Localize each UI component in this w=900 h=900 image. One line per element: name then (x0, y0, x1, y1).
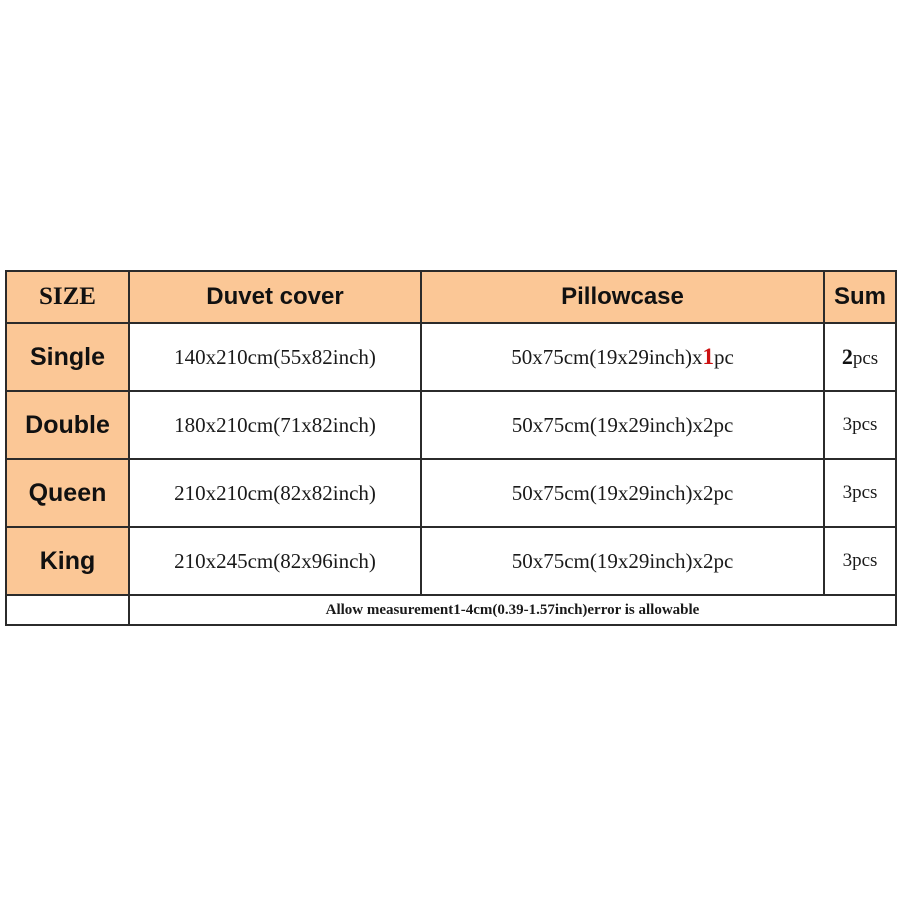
size-label: Single (6, 323, 129, 391)
duvet-dimension: 140x210cm(55x82inch) (129, 323, 421, 391)
pillowcase-unit: pc (713, 345, 734, 369)
size-chart-table (5, 270, 897, 626)
sum-value: 3pcs (824, 459, 896, 527)
duvet-dimension: 180x210cm(71x82inch) (129, 391, 421, 459)
sum-column-header: Sum (824, 271, 896, 323)
size-column-header: SIZE (6, 271, 129, 323)
pillowcase-dimension: 50x75cm(19x29inch)x2pc (421, 527, 824, 595)
table-row (6, 527, 896, 595)
sum-unit: pcs (852, 348, 879, 369)
pillowcase-dimension: 50x75cm(19x29inch)x2pc (421, 391, 824, 459)
duvet-dimension: 210x245cm(82x96inch) (129, 527, 421, 595)
sum-value: 3pcs (824, 527, 896, 595)
pillowcase-quantity-highlight: 1 (702, 344, 714, 369)
empty-cell (6, 595, 129, 625)
table-row (6, 391, 896, 459)
size-label: Queen (6, 459, 129, 527)
table-note-row (6, 595, 896, 625)
table-row (6, 323, 896, 391)
table-row (6, 459, 896, 527)
pillowcase-size-text: 50x75cm(19x29inch)x (511, 345, 703, 369)
sum-value: 3pcs (824, 391, 896, 459)
sum-value (824, 323, 896, 391)
size-label: Double (6, 391, 129, 459)
measurement-tolerance-note: Allow measurement1-4cm(0.39-1.57inch)error is allowable (129, 595, 896, 625)
sum-quantity: 2 (841, 344, 853, 369)
pillowcase-dimension: 50x75cm(19x29inch)x2pc (421, 459, 824, 527)
pillowcase-dimension (421, 323, 824, 391)
size-label: King (6, 527, 129, 595)
pillowcase-column-header: Pillowcase (421, 271, 824, 323)
duvet-dimension: 210x210cm(82x82inch) (129, 459, 421, 527)
table-header-row (6, 271, 896, 323)
duvet-column-header: Duvet cover (129, 271, 421, 323)
